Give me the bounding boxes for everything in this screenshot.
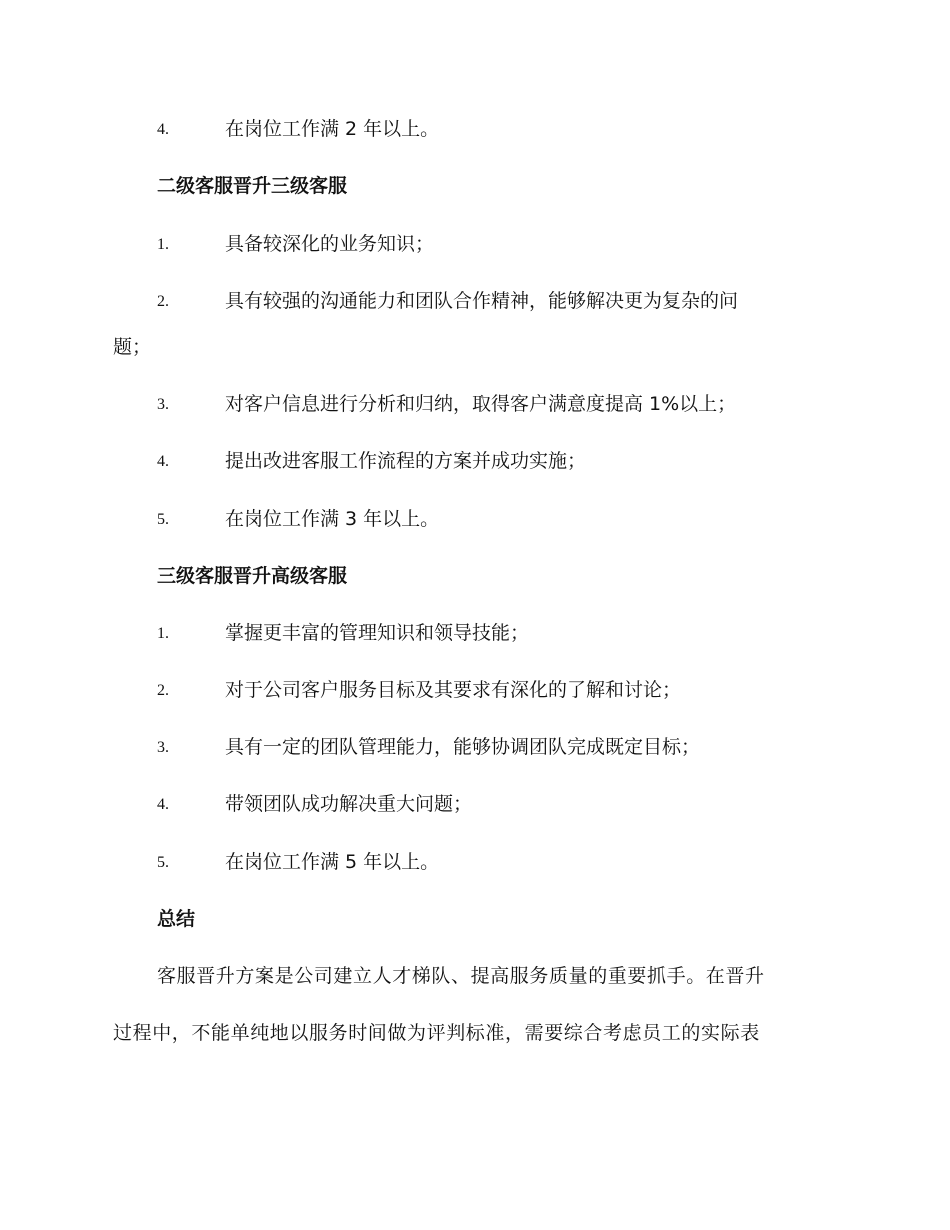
list-number: 2. [157, 682, 169, 699]
list-text: 对于公司客户服务目标及其要求有深化的了解和讨论； [225, 679, 682, 701]
list-text: 具备较深化的业务知识； [225, 233, 435, 255]
list-number: 3. [157, 739, 169, 756]
list-text: 带领团队成功解决重大问题； [225, 793, 473, 815]
list-text: 在岗位工作满 5 年以上。 [225, 851, 440, 873]
list-number: 2. [157, 293, 169, 310]
list-text: 掌握更丰富的管理知识和领导技能； [225, 622, 530, 644]
list-number: 4. [157, 121, 169, 138]
summary-paragraph-line: 过程中，不能单纯地以服务时间做为评判标准，需要综合考虑员工的实际表 [113, 1022, 760, 1044]
section-heading-summary: 总结 [157, 908, 196, 930]
list-number: 4. [157, 796, 169, 813]
list-number: 5. [157, 854, 169, 871]
section-heading-level2-to-level3: 二级客服晋升三级客服 [157, 175, 348, 197]
list-number: 4. [157, 453, 169, 470]
list-text: 具有一定的团队管理能力，能够协调团队完成既定目标； [225, 736, 701, 758]
list-text-continuation: 题； [113, 336, 152, 358]
list-text: 在岗位工作满 3 年以上。 [225, 508, 440, 530]
section-heading-level3-to-senior: 三级客服晋升高级客服 [157, 565, 348, 587]
list-number: 1. [157, 625, 169, 642]
list-text: 对客户信息进行分析和归纳，取得客户满意度提高 1%以上； [225, 393, 737, 415]
list-text: 具有较强的沟通能力和团队合作精神，能够解决更为复杂的问 [225, 290, 739, 312]
list-number: 5. [157, 511, 169, 528]
list-number: 1. [157, 236, 169, 253]
summary-paragraph-line: 客服晋升方案是公司建立人才梯队、提高服务质量的重要抓手。在晋升 [157, 965, 765, 987]
list-text: 在岗位工作满 2 年以上。 [225, 118, 440, 140]
list-text: 提出改进客服工作流程的方案并成功实施； [225, 450, 587, 472]
list-number: 3. [157, 396, 169, 413]
